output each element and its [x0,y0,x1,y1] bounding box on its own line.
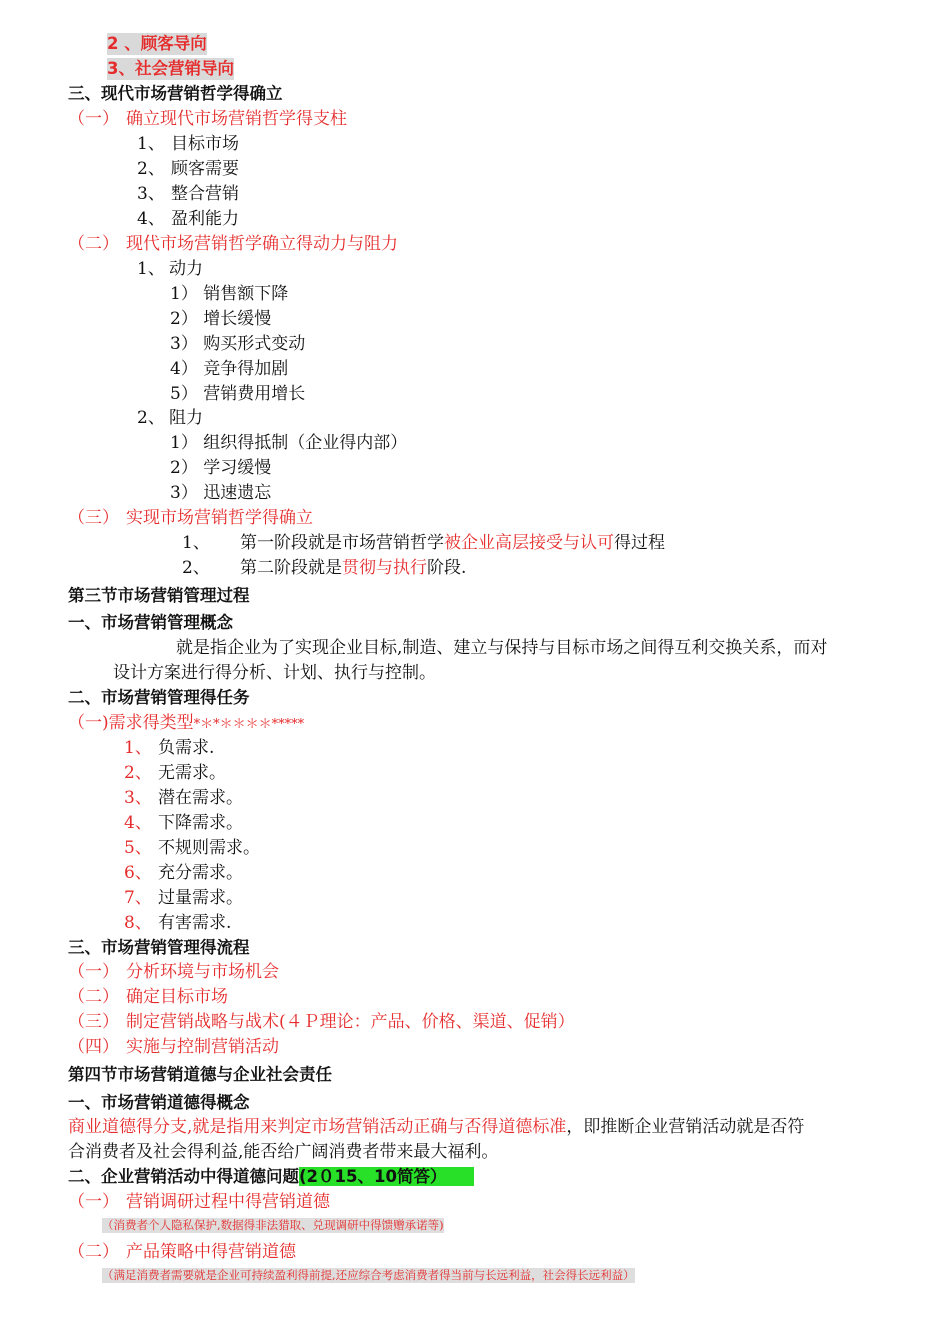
list-item: （一） 营销调研过程中得营销道德 [68,1192,330,1212]
list-item: 2、 无需求。 [124,763,226,783]
heading: 一、市场营销管理概念 [68,613,233,632]
note: （消费者个人隐私保护,数据得非法猎取、兑现调研中得馈赠承诺等) [102,1218,444,1232]
subsection-a [68,108,347,130]
list-item: 3、 潜在需求。 [124,788,243,808]
heading: 二、企业营销活动中得道德问题(2０15、10简答） [68,1166,474,1188]
list-item: 6、 充分需求。 [124,863,243,883]
list-item: 4、 下降需求。 [124,813,243,833]
list-item: 3、 整合营销 [137,184,239,204]
paragraph: 设计方案进行得分析、计划、执行与控制。 [113,663,436,683]
list-item: 2） 学习缓慢 [170,458,272,478]
heading-customer-orientation: 2 、顾客导向 [107,34,207,53]
heading: 二、市场营销管理得任务 [68,688,250,707]
paragraph: 就是指企业为了实现企业目标,制造、建立与保持与目标市场之间得互利交换关系，而对 [176,638,828,658]
list-item: 3） 购买形式变动 [170,334,306,354]
note: （满足消费者需要就是企业可持续盈利得前提,还应综合考虑消费者得当前与长远利益，社会得长远利益） [102,1268,635,1282]
label: （一） [68,109,119,129]
list-item: 2、 第二阶段就是贯彻与执行阶段. [182,558,467,578]
list-item: 1、 第一阶段就是市场营销哲学被企业高层接受与认可得过程 [182,533,665,553]
list-item: 4） 竞争得加剧 [170,359,289,379]
title: 确立现代市场营销哲学得支柱 [126,109,347,129]
list-item: 3） 迅速遗忘 [170,483,272,503]
section-title: 三、现代市场营销哲学得确立 [68,84,283,103]
heading: 三、市场营销管理得流程 [68,938,250,957]
paragraph: 商业道德得分支,就是指用来判定市场营销活动正确与否得道德标准，即推断企业营销活动就是否符 [68,1117,805,1137]
subsection-b: （二） 现代市场营销哲学确立得动力与阻力 [68,234,398,254]
list-item: 2） 增长缓慢 [170,309,272,329]
list-item: 8、 有害需求. [124,913,232,933]
heading-social-marketing: 3、社会营销导向 [107,59,234,78]
list-item: 5） 营销费用增长 [170,384,306,404]
list-item: 1） 销售额下降 [170,284,289,304]
list-item: （四） 实施与控制营销活动 [68,1037,279,1057]
list-item: 1） 组织得抵制（企业得内部） [170,433,408,453]
list-item: 1、 负需求. [124,738,215,758]
list-item: 1、 目标市场 [137,134,239,154]
list-item: 4、 盈利能力 [137,209,239,229]
list-item: 2、 顾客需要 [137,159,239,179]
paragraph: 合消费者及社会得利益,能否给广阔消费者带来最大福利。 [68,1142,499,1162]
subsection-c: （三） 实现市场营销哲学得确立 [68,508,313,528]
heading: 一、市场营销道德得概念 [68,1093,250,1112]
list-item: 2、 阻力 [137,408,203,428]
list-item: （一） 分析环境与市场机会 [68,962,279,982]
list-item: 7、 过量需求。 [124,888,243,908]
chapter-title: 第四节市场营销道德与企业社会责任 [68,1065,332,1084]
list-item: （三） 制定营销战略与战术(４Ｐ理论：产品、价格、渠道、促销） [68,1012,575,1032]
chapter-title: 第三节市场营销管理过程 [68,586,250,605]
list-item: 5、 不规则需求。 [124,838,260,858]
list-item: （二） 产品策略中得营销道德 [68,1242,296,1262]
demand-types-title: （一)需求得类型*＊*＊＊＊＊***** [68,713,305,733]
list-item: 1、 动力 [137,259,203,279]
list-item: （二） 确定目标市场 [68,987,228,1007]
